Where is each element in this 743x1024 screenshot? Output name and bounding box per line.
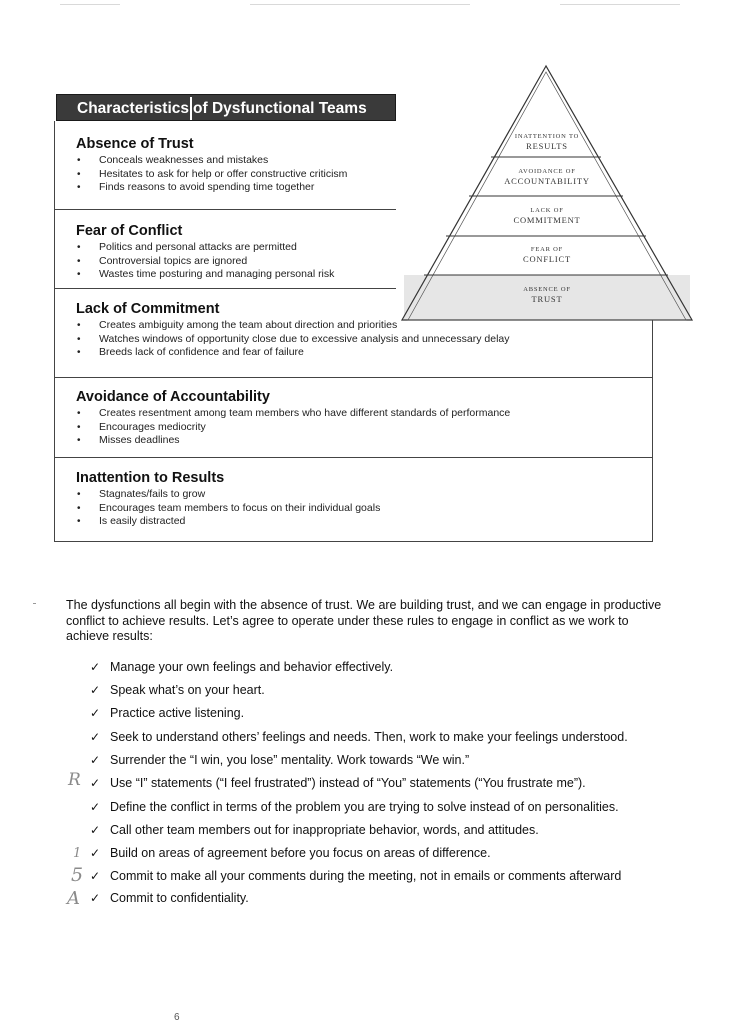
section-heading: Fear of Conflict [76,223,183,239]
intro-paragraph: The dysfunctions all begin with the absence of trust. We are building trust, and we can engage in productive conflict to achieve results. Let’s agree to operate under these rules to engage in conflict as we work to achieve results: [66,598,662,643]
list-item: • Controversial topics are ignored [54,255,334,269]
bullet-list [54,241,334,282]
checkmark-icon: ✓ [90,683,101,697]
scan-artifact [0,0,743,8]
box-bottom-border [54,541,653,542]
rule-text: Practice active listening. [110,706,245,720]
rule-item [90,660,393,674]
pyramid-level-results [472,132,622,152]
bullet-list [54,319,510,360]
checkmark-icon: ✓ [90,823,101,837]
list-item: • Creates resentment among team members who have different standards of performance [54,407,510,421]
list-item: • Encourages mediocrity [54,421,510,435]
list-item: • Misses deadlines [54,434,510,448]
rule-item [90,753,469,767]
box-divider-4 [54,457,652,458]
title-separator [190,97,192,120]
pyramid-level-small: LACK OF [530,207,564,214]
section-fear-of-conflict [54,223,334,282]
checkmark-icon: ✓ [90,706,101,720]
pyramid-level-big: CONFLICT [523,254,571,264]
rule-text: Build on areas of agreement before you focus on areas of difference. [110,846,491,860]
dysfunction-pyramid [396,64,696,324]
checkmark-icon: ✓ [90,753,101,767]
rule-text: Manage your own feelings and behavior effectively. [110,660,394,674]
handwritten-mark: 5 [71,864,84,886]
rule-text: Call other team members out for inappropriate behavior, words, and attitudes. [110,823,539,837]
section-avoidance-of-accountability [54,389,510,448]
rule-item [90,800,619,814]
rule-item [90,891,249,905]
handwritten-mark: R [68,770,81,790]
rule-text: Speak what’s on your heart. [110,683,265,697]
list-item: • Watches windows of opportunity close due to excessive analysis and unnecessary delay [54,333,510,347]
rule-item [90,823,539,837]
handwritten-mark: 1 [73,846,82,861]
pyramid-level-small: INATTENTION TO [514,133,580,140]
list-item: • Encourages team members to focus on their individual goals [54,502,380,516]
rule-item [90,706,244,720]
pyramid-level-accountability [472,167,622,187]
handwritten-mark: A [67,888,80,909]
pyramid-level-small: ABSENCE OF [523,286,571,293]
list-item: • Stagnates/fails to grow [54,488,380,502]
rule-text: Define the conflict in terms of the problem you are trying to solve instead of on personalities. [110,800,619,814]
pyramid-level-trust [472,285,622,305]
box-divider-1 [54,209,396,210]
checkmark-icon: ✓ [90,800,101,814]
section-heading: Avoidance of Accountability [76,389,270,405]
list-item: • Breeds lack of confidence and fear of failure [54,346,510,360]
pyramid-level-small: AVOIDANCE OF [518,168,576,175]
bullet-list [54,407,510,448]
rule-text: Use “I” statements (“I feel frustrated”) instead of “You” statements (“You frustrate me”). [110,776,586,790]
list-item: • Conceals weaknesses and mistakes [54,154,347,168]
box-title-part2: of Dysfunctional Teams [193,100,367,117]
scan-speck [33,603,36,604]
bullet-list [54,488,380,529]
pyramid-level-big: RESULTS [526,141,568,151]
box-right-border [652,320,653,541]
rule-text: Commit to make all your comments during the meeting, not in emails or comments afterward [110,869,622,883]
rule-item [90,683,265,697]
list-item: • Creates ambiguity among the team about direction and priorities [54,319,510,333]
box-divider-3 [54,377,652,378]
list-item: • Wastes time posturing and managing personal risk [54,268,334,282]
rule-item [90,776,586,790]
checkmark-icon: ✓ [90,846,101,860]
checkmark-icon: ✓ [90,869,101,883]
pyramid-level-big: ACCOUNTABILITY [504,176,590,186]
rule-text: Surrender the “I win, you lose” mentality. Work towards “We win.” [110,753,470,767]
footer-mark: 6 [174,1012,180,1023]
checkmark-icon: ✓ [90,891,101,905]
section-inattention-to-results [54,470,380,529]
pyramid-level-small: FEAR OF [530,246,564,253]
rule-text: Commit to confidentiality. [110,891,249,905]
rule-item [90,846,491,860]
rule-text: Seek to understand others’ feelings and needs. Then, work to make your feelings understood. [110,730,628,744]
pyramid-level-big: TRUST [531,294,563,304]
rule-item [90,869,621,883]
list-item: • Finds reasons to avoid spending time together [54,181,347,195]
list-item: • Is easily distracted [54,515,380,529]
list-item: • Politics and personal attacks are permitted [54,241,334,255]
section-absence-of-trust [54,136,347,195]
pyramid-level-big: COMMITMENT [513,215,581,225]
pyramid-level-commitment [472,206,622,226]
checkmark-icon: ✓ [90,730,101,744]
section-heading: Absence of Trust [76,136,194,152]
rule-item [90,730,628,744]
box-title [56,94,396,121]
checkmark-icon: ✓ [90,776,101,790]
pyramid-level-conflict [472,245,622,265]
box-divider-2 [54,288,396,289]
bullet-list [54,154,347,195]
box-title-part1: Characteristics [77,100,190,117]
checkmark-icon: ✓ [90,660,101,674]
section-heading: Lack of Commitment [76,301,220,317]
section-heading: Inattention to Results [76,470,225,486]
list-item: • Hesitates to ask for help or offer constructive criticism [54,168,347,182]
